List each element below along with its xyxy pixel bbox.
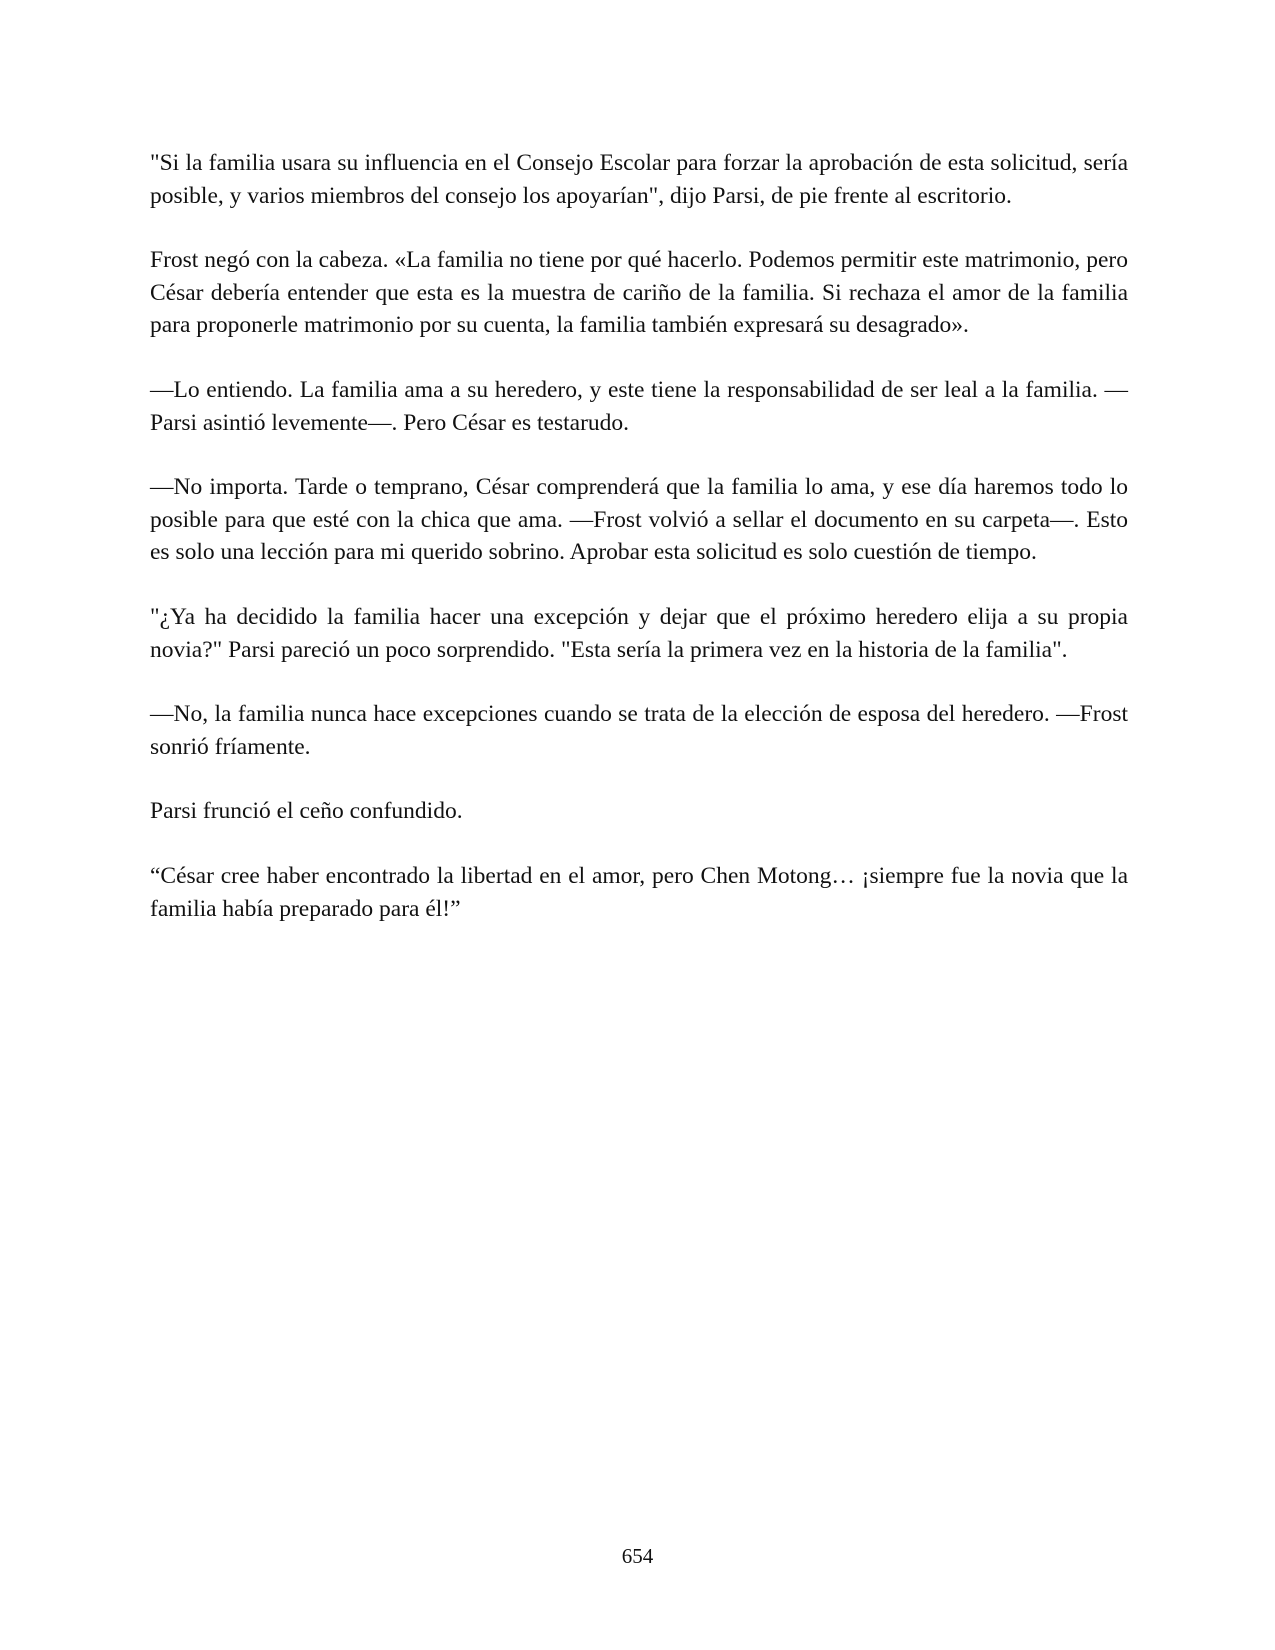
paragraph-5: "¿Ya ha decidido la familia hacer una excepción y dejar que el próximo heredero elija a su propia novia?" Parsi pareció un poco sorprendido. "Esta sería la primera vez en la historia de la familia".	[150, 603, 1128, 663]
paragraph-4: —No importa. Tarde o temprano, César comprenderá que la familia lo ama, y ese día haremos todo lo posible para que esté con la chica que ama. —Frost volvió a sellar el documento en su carpeta—. Esto es solo una lección para mi querido sobrino. Aprobar esta solicitud es solo cuestión de tiempo.	[150, 474, 1128, 566]
paragraph-1: "Si la familia usara su influencia en el Consejo Escolar para forzar la aprobación de esta solicitud, sería posible, y varios miembros del consejo los apoyarían", dijo Parsi, de pie frente al escritorio.	[150, 150, 1128, 209]
page-number: 654	[621, 1544, 654, 1568]
paragraph-2: Frost negó con la cabeza. «La familia no tiene por qué hacerlo. Podemos permitir este matrimonio, pero César debería entender que esta es la muestra de cariño de la familia. Si rechaza el amor de la familia para proponerle matrimonio por su cuenta, la familia también expresará su desagrado».	[150, 247, 1128, 339]
page-body	[150, 147, 1128, 957]
paragraph-6: —No, la familia nunca hace excepciones cuando se trata de la elección de esposa del heredero. —Frost sonrió fríamente.	[150, 701, 1128, 760]
paragraph-8: “César cree haber encontrado la libertad en el amor, pero Chen Motong… ¡siempre fue la novia que la familia había preparado para él!”	[150, 862, 1128, 922]
paragraph-7: Parsi frunció el ceño confundido.	[150, 798, 463, 825]
paragraph-3: —Lo entiendo. La familia ama a su heredero, y este tiene la responsabilidad de ser leal a la familia. —Parsi asintió levemente—. Pero César es testarudo.	[150, 376, 1128, 436]
